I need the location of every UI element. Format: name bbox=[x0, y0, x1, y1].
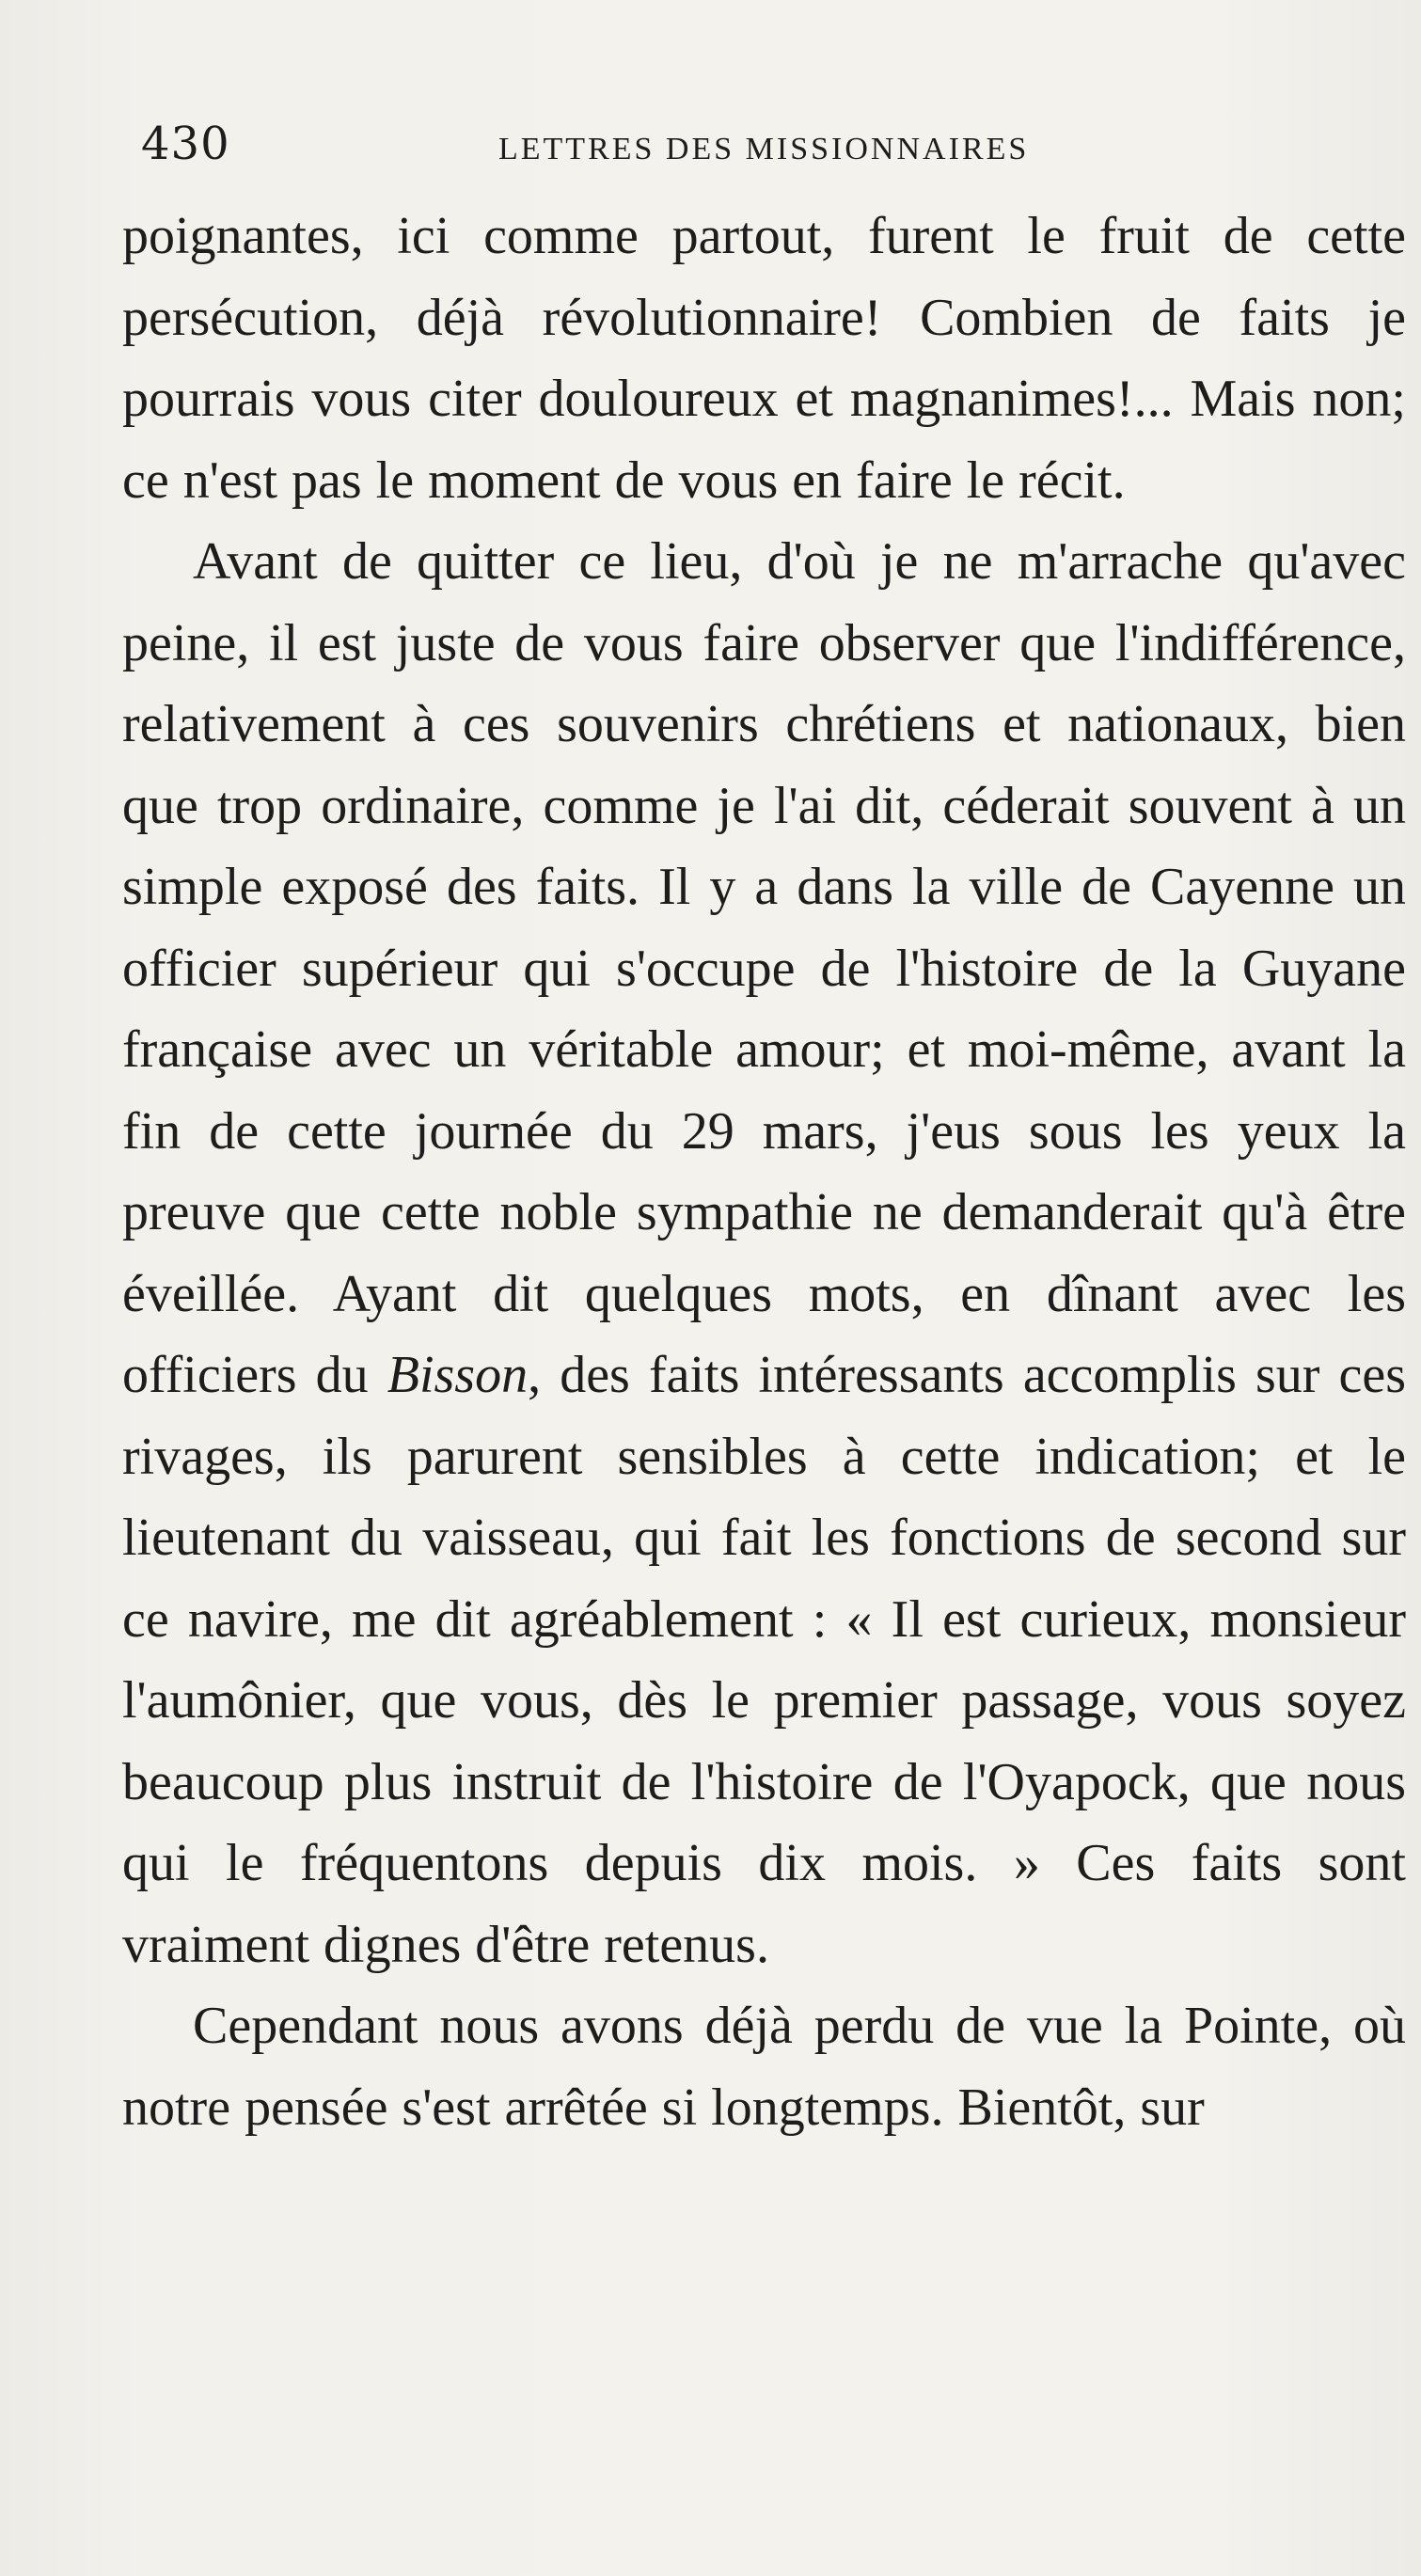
running-head bbox=[141, 111, 1392, 177]
running-title: LETTRES DES MISSIONNAIRES bbox=[498, 132, 1030, 166]
paragraph-2 bbox=[122, 521, 1406, 1985]
paragraph-3: Cependant nous avons déjà perdu de vue la Pointe, où notre pensée s'est arrêtée si longtemps. Bientôt, sur bbox=[122, 1997, 1406, 2137]
page-number: 430 bbox=[141, 118, 230, 170]
paragraph-1: poignantes, ici comme partout, furent le fruit de cette persécution, déjà révolutionnaire! Combien de faits je pourrais vous citer douloureux et magnanimes!... Mais non; ce n'est pas le moment de vous en faire le récit. bbox=[122, 207, 1406, 510]
paragraph-2-part-1: Avant de quitter ce lieu, d'où je ne m'arrache qu'avec peine, il est juste de vous faire observer que l'indifférence, relativement à ces souvenirs chrétiens et nationaux, bien que trop ordinaire, comme je l'ai dit, céderait souvent à un simple exposé des faits. Il y a dans la ville de Cayenne un officier supérieur qui s'occupe de l'histoire de la Guyane française avec un véritable amour; et moi-même, avant la fin de cette journée du 29 mars, j'eus sous les yeux la preuve que cette noble sympathie ne demanderait qu'à être éveillée. Ayant dit quelques mots, en dînant avec les officiers du bbox=[122, 532, 1406, 1404]
body-text bbox=[122, 196, 1406, 2148]
ship-name: Bisson bbox=[387, 1346, 529, 1404]
paragraph-2-part-2: , des faits intéressants accomplis sur ces rivages, ils parurent sensibles à cette indication; et le lieutenant du vaisseau, qui fait les fonctions de second sur ce navire, me dit agréablement : « Il est curieux, monsieur l'aumônier, que vous, dès le premier passage, vous soyez beaucoup plus instruit de l'histoire de l'Oyapock, que nous qui le fréquentons depuis dix mois. » Ces faits sont vraiment dignes d'être retenus. bbox=[122, 1346, 1406, 1974]
